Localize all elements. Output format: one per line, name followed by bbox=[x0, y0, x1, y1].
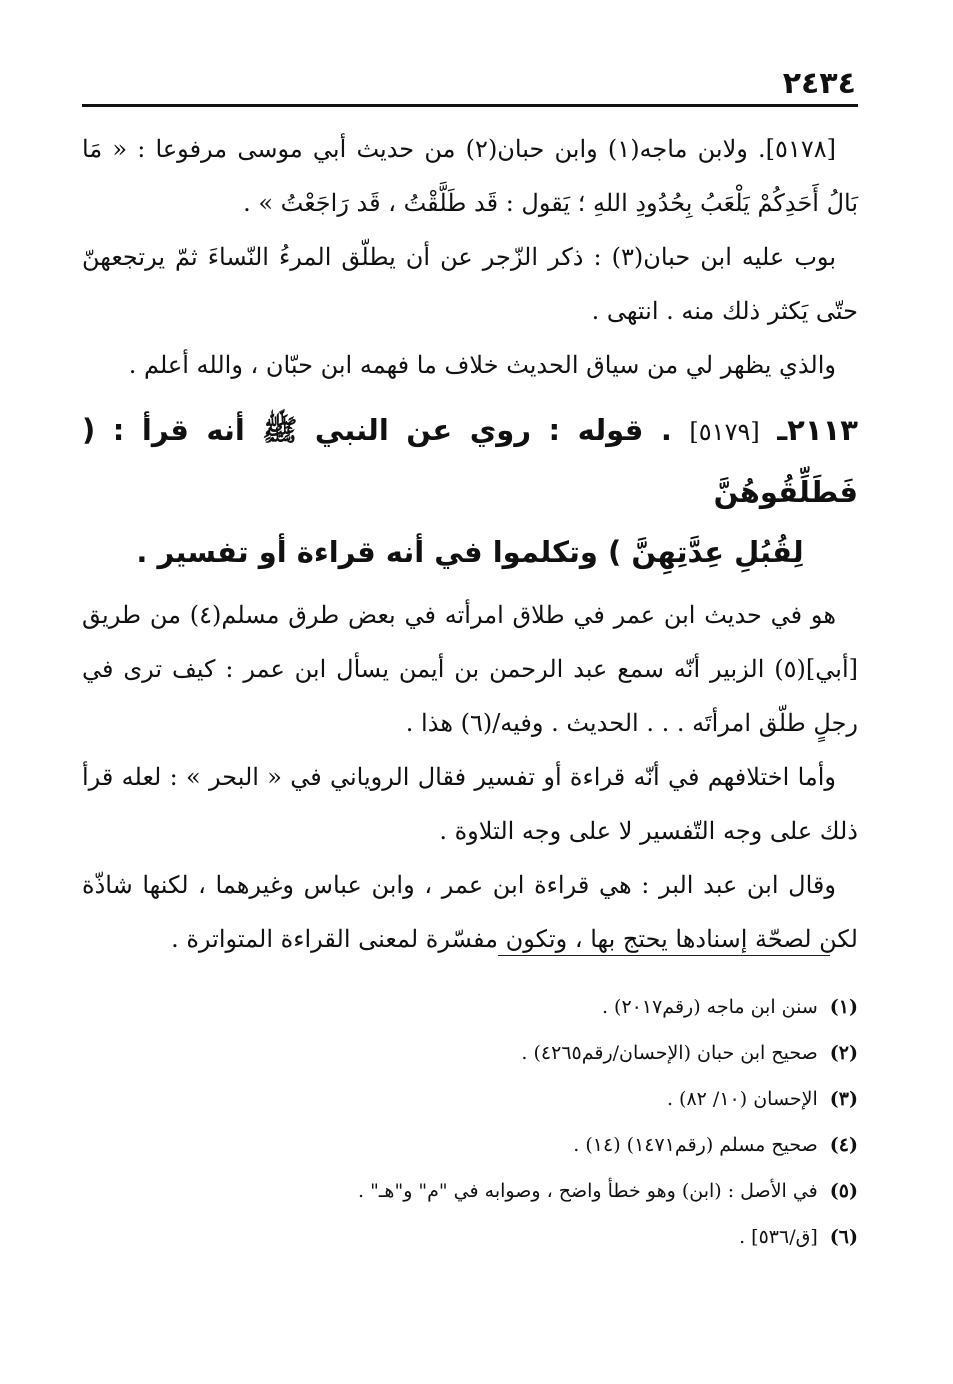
footnote-3: (٣)الإحسان (١٠/ ٨٢) . bbox=[666, 1088, 858, 1110]
section-heading bbox=[82, 400, 858, 582]
paragraph-4: هو في حديث ابن عمر في طلاق امرأته في بعض طرق مسلم(٤) من طريق [أبي](٥) الزبير أنّه سمع عبد الرحمن بن أيمن يسأل ابن عمر : كيف ترى في رجلٍ طلّق امرأتَه . . . الحديث . وفيه/(٦) هذا . bbox=[82, 601, 858, 737]
heading-text-continued: لِقُبُلِ عِدَّتِهِنَّ ) وتكلموا في أنه قراءة أو تفسير . bbox=[136, 535, 804, 569]
page-number: ٢٤٣٤ bbox=[782, 66, 856, 101]
paragraph-1: [٥١٧٨]. ولابن ماجه(١) وابن حبان(٢) من حديث أبي موسى مرفوعا : « مَا بَالُ أَحَدِكُمْ يَلْعَبُ بِحُدُودِ اللهِ ؛ يَقول : قَد طَلَّقْتُ ، قَد رَاجَعْتُ » . bbox=[82, 135, 858, 217]
footnote-2: (٢)صحيح ابن حبان (الإحسان/رقم٤٢٦٥) . bbox=[521, 1042, 858, 1064]
paragraph-6: وقال ابن عبد البر : هي قراءة ابن عمر ، وابن عباس وغيرهما ، لكنها شاذّة لكن لصحّة إسنادها يحتج بها ، وتكون مفسّرة لمعنى القراءة المتواترة . bbox=[82, 871, 858, 953]
paragraph-5: وأما اختلافهم في أنّه قراءة أو تفسير فقال الروياني في « البحر » : لعله قرأ ذلك على وجه التّفسير لا على وجه التلاوة . bbox=[82, 763, 858, 845]
heading-text: . قوله : روي عن النبي ﷺ أنه قرأ : ( فَطَلِّقُوهُنَّ bbox=[82, 413, 858, 509]
paragraph-2: بوب عليه ابن حبان(٣) : ذكر الزّجر عن أن يطلّق المرءُ النّساءَ ثمّ يرتجعهنّ حتّى يَكثر ذلك منه . انتهى . bbox=[82, 243, 858, 325]
paragraph-3: والذي يظهر لي من سياق الحديث خلاف ما فهمه ابن حبّان ، والله أعلم . bbox=[128, 351, 836, 379]
heading-number: ٢١١٣ـ bbox=[777, 413, 858, 447]
footnote-4: (٤)صحيح مسلم (رقم١٤٧١) (١٤) . bbox=[573, 1134, 858, 1156]
footnote-rule bbox=[498, 955, 830, 956]
footnote-6: (٦)[ق/٥٣٦] . bbox=[739, 1226, 858, 1248]
footnote-5: (٥)في الأصل : (ابن) وهو خطأ واضح ، وصوابه في "م" و"هـ" . bbox=[358, 1180, 858, 1202]
footnote-1: (١)سنن ابن ماجه (رقم٢٠١٧) . bbox=[601, 996, 858, 1018]
header-rule bbox=[82, 104, 858, 107]
footnotes bbox=[82, 984, 858, 1260]
heading-ref: [٥١٧٩] bbox=[689, 418, 760, 446]
main-text bbox=[82, 122, 858, 966]
